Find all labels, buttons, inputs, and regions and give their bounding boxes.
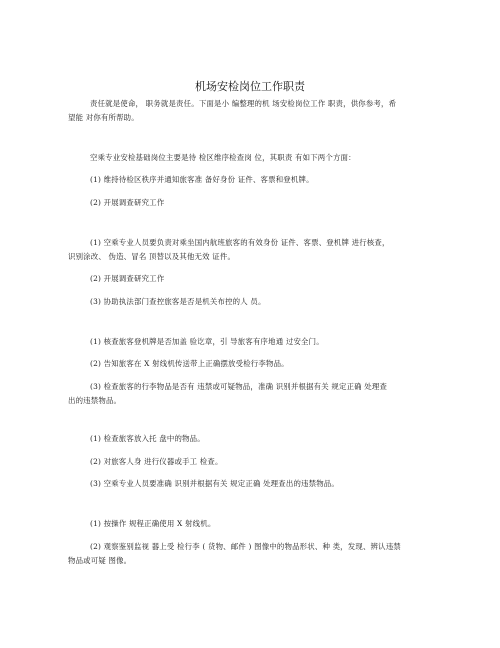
paragraph: (2) 观察鉴别监视 器上受 检行李 ( 货物、邮件 ) 图像中的物品形状、种 类，发现、辨认违禁 — [90, 542, 401, 551]
paragraph: (1) 按操作 规程正确使用 X 射线机。 — [90, 519, 216, 528]
paragraph: (1) 空乘专业人员要负责对乘坐国内航班旅客的有效身份 证件、客票、登机牌 进行核查， — [90, 238, 390, 247]
paragraph-continuation: 识别涂改、 伪造、冒名 顶替以及其他无效 证件。 — [68, 252, 236, 261]
paragraph: (1) 检查旅客放入托 盘中的物品。 — [90, 434, 205, 443]
paragraph: (2) 对旅客人身 进行仪器或手工 检查。 — [90, 457, 223, 466]
intro-line-2: 望能 对你有所帮助。 — [68, 113, 139, 122]
paragraph: (3) 协助执法部门查控旅客是否是机关布控的人 员。 — [90, 297, 266, 306]
paragraph: (2) 告知旅客在 X 射线机传送带上正确摆放受检行李物品。 — [90, 359, 289, 368]
paragraph: 空乘专业安检基础岗位主要是待 检区维序检查岗 位，其职责 有如下两个方面： — [90, 153, 356, 162]
paragraph-continuation: 出的违禁物品。 — [68, 396, 122, 405]
intro-line-1: 责任就是使命， 职务就是责任。下面是小 编整理的机 场安检岗位工作 职责，供你参考，希 — [90, 99, 397, 108]
document-title: 机场安检岗位工作职责 — [195, 80, 305, 93]
paragraph: (3) 空乘专业人员要准确 识别并根据有关 规定正确 处理查出的违禁物品。 — [90, 479, 339, 488]
paragraph: (1) 维持待检区秩序并通知旅客准 备好身份 证件、客票和登机牌。 — [90, 175, 314, 184]
paragraph-continuation: 物品或可疑 图像。 — [68, 556, 132, 565]
paragraph: (3) 检查旅客的行李物品是否有 违禁或可疑物品，准确 识别并根据有关 规定正确 处理查 — [90, 382, 388, 391]
paragraph: (1) 核查旅客登机牌是否加盖 验讫章，引 导旅客有序地通 过安全门。 — [90, 337, 324, 346]
paragraph: (2) 开展调查研究工作 — [90, 198, 165, 207]
paragraph: (2) 开展调查研究工作 — [90, 274, 165, 283]
